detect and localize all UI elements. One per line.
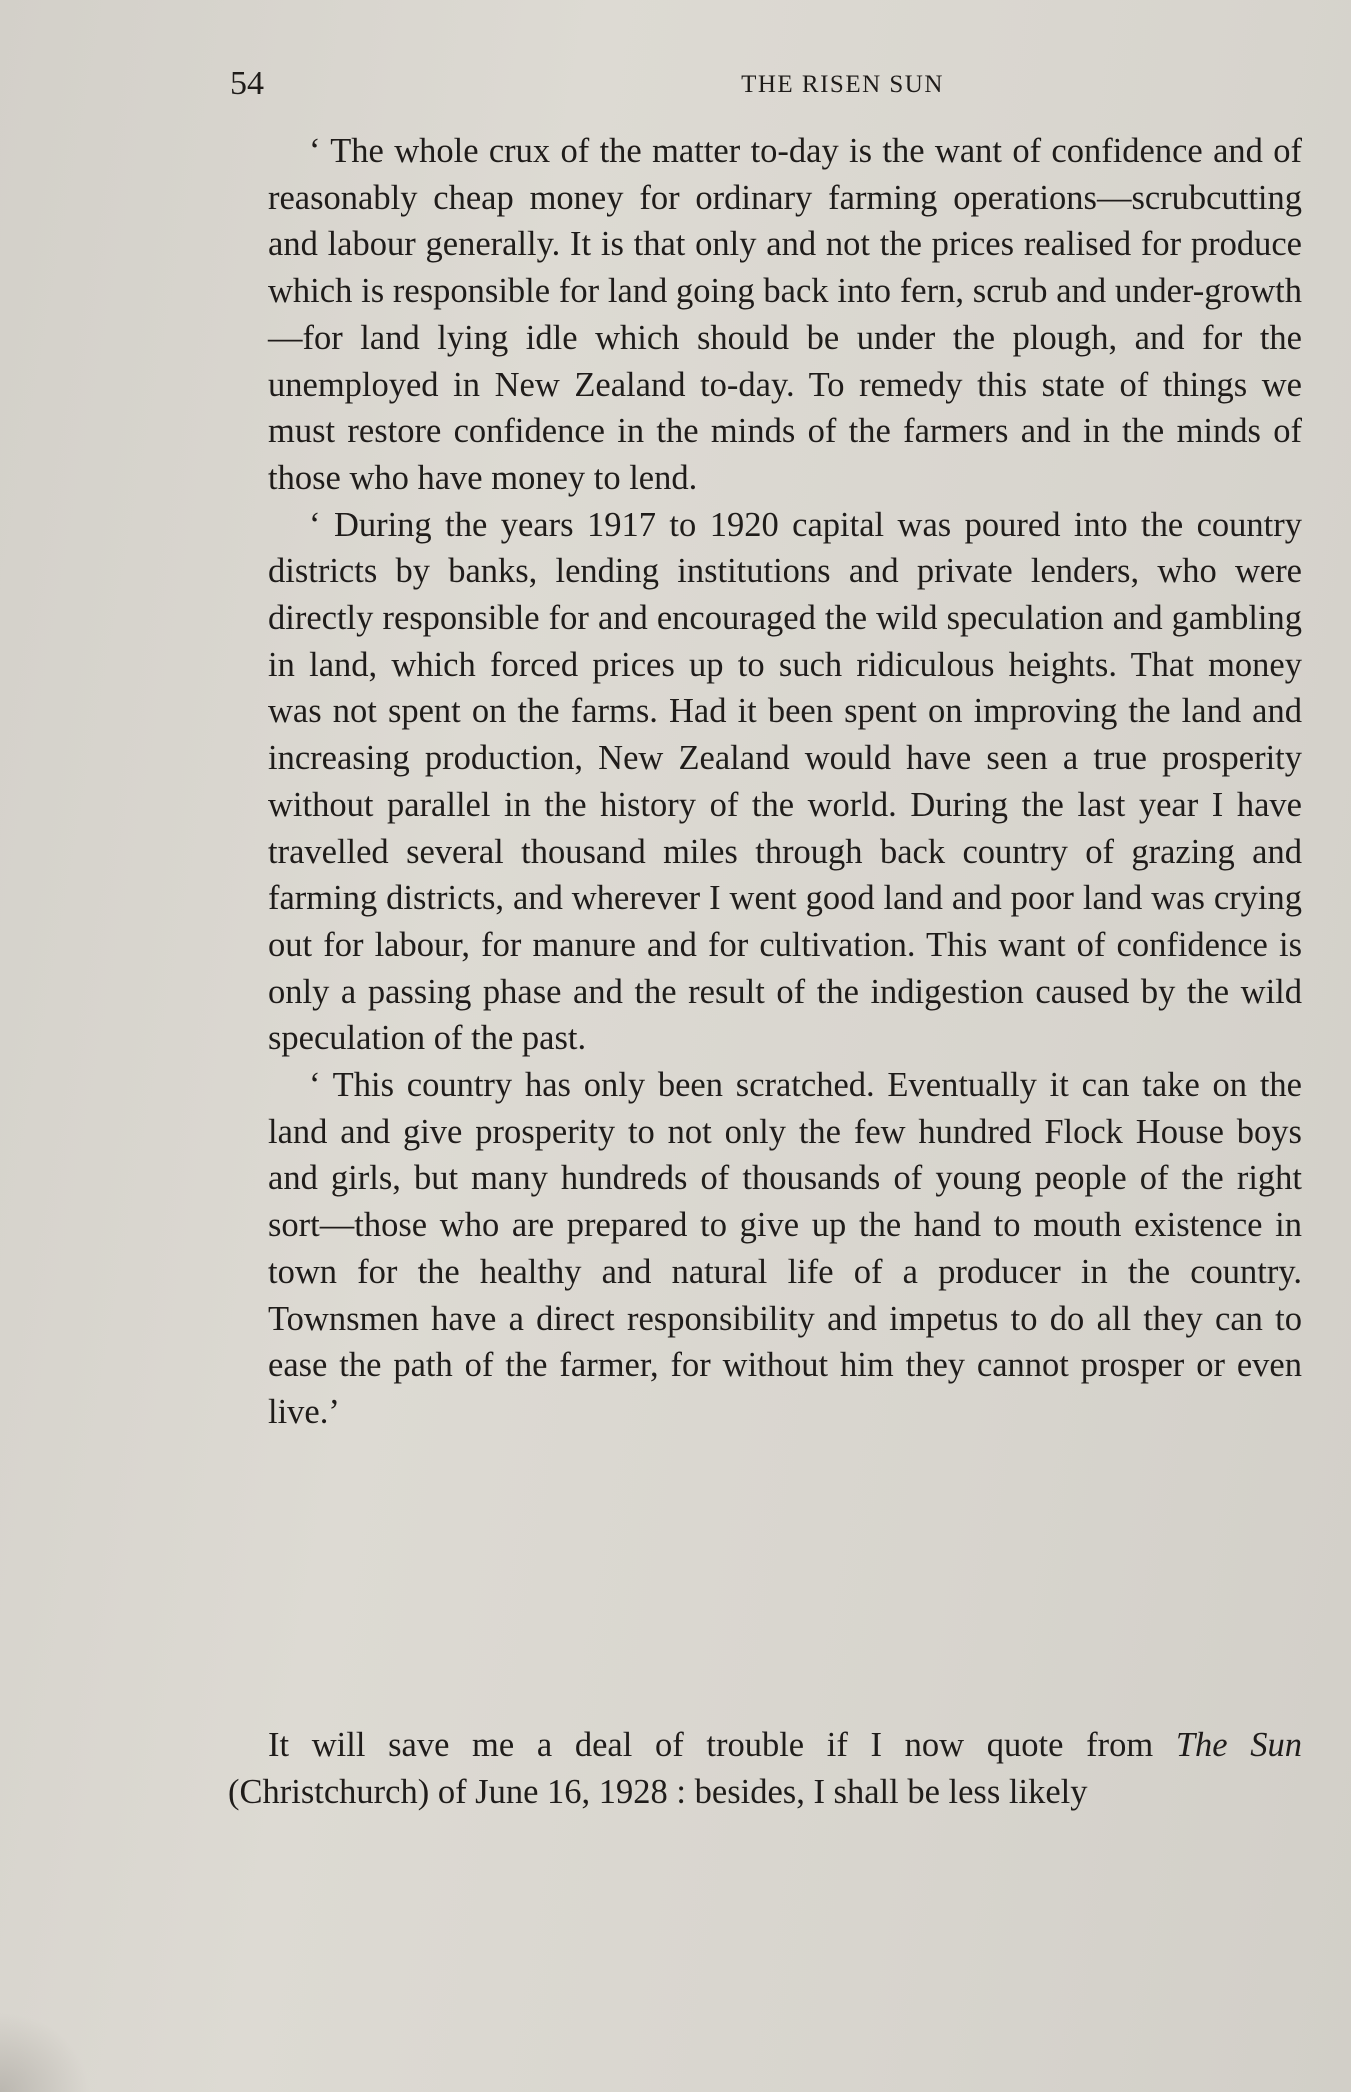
- body-text-after: (Christchurch) of June 16, 1928 : besides, I shall be less likely: [228, 1772, 1088, 1811]
- quote-paragraph-1: ‘ The whole crux of the matter to-day is the want of confidence and of reasonably cheap money for ordinary farming operations—scrubcutting and labour generally. It is that only and not the prices realised for produce which is responsible for land going back into fern, scrub and under-growth—for land lying idle which should be under the plough, and for the unemployed in New Zealand to-day. To remedy this state of things we must restore confidence in the minds of the farmers and in the minds of those who have money to lend.: [268, 132, 1302, 497]
- body-paragraph-text: [228, 1722, 1302, 1815]
- page-corner-shadow: [0, 2012, 90, 2092]
- page-number: 54: [230, 65, 264, 102]
- running-title: THE RISEN SUN: [741, 71, 944, 98]
- quoted-passage: [268, 128, 1302, 1436]
- quote-paragraph-3: ‘ This country has only been scratched. Eventually it can take on the land and give prosperity to not only the few hundred Flock House boys and girls, but many hundreds of thousands of young people of the right sort—those who are prepared to give up the hand to mouth existence in town for the healthy and natural life of a producer in the country. Townsmen have a direct responsibility and impetus to do all they can to ease the path of the farmer, for without him they cannot prosper or even live.’: [268, 1066, 1302, 1431]
- newspaper-title: The Sun: [1175, 1726, 1302, 1764]
- body-paragraph: [228, 1722, 1302, 1815]
- quote-paragraph-2: ‘ During the years 1917 to 1920 capital was poured into the country districts by banks, lending institutions and private lenders, who were directly responsible for and encouraged the wild speculation and gambling in land, which forced prices up to such ridiculous heights. That money was not spent on the farms. Had it been spent on improving the land and increasing production, New Zealand would have seen a true prosperity without parallel in the history of the world. During the last year I have travelled several thousand miles through back country of grazing and farming districts, and wherever I went good land and poor land was crying out for labour, for manure and for cultivation. This want of confidence is only a passing phase and the result of the indigestion caused by the wild speculation of the past.: [268, 505, 1302, 1058]
- page-header: [230, 64, 1305, 108]
- body-text-before: It will save me a deal of trouble if I now quote from: [268, 1726, 1176, 1764]
